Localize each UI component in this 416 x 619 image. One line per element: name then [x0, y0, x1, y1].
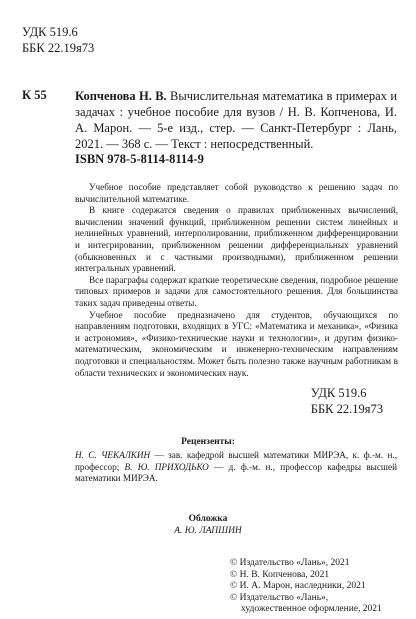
- bbk-code: ББК 22.19я73: [310, 402, 383, 416]
- cover-designer: А. Ю. ЛАПШИН: [174, 526, 242, 536]
- abstract: [75, 182, 398, 379]
- copyright-line: © Н. В. Копченова, 2021: [230, 569, 330, 580]
- udk-block-top: [22, 24, 94, 56]
- reviewer-credentials: — зав. кафедрой высшей математики МИРЭА, к. ф.-м. н., профессор;: [75, 450, 398, 472]
- abstract-paragraph: Учебное пособие представляет собой руководство к решению задач по вычислительной математике.: [75, 182, 398, 204]
- cover-title: Обложка: [188, 514, 228, 524]
- udk-block-bottom: [311, 385, 383, 417]
- bibliographic-record: [75, 88, 397, 152]
- udk-code: УДК 519.6: [22, 25, 78, 39]
- bbk-code: ББК 22.19я73: [22, 41, 95, 55]
- reviewers-text: [75, 450, 397, 485]
- catalog-code: К 55: [22, 88, 47, 102]
- copyright-line: © Издательство «Лань», 2021: [230, 558, 350, 568]
- abstract-paragraph: Учебное пособие предназначено для студентов, обучающихся по направлениям подготовки, входящих в УГС: «Математика и механика», «Физика и астрономия», «Физико-технические науки и технологии», и другим физико-математическим, экономическим и инженерно-техническим направлениям подготовки и специальностям. Может быть полезно также научным работникам в области технических и экономических наук.: [75, 309, 398, 378]
- copyright-line: © Издательство «Лань»,: [230, 592, 329, 603]
- abstract-paragraph: В книге содержатся сведения о правилах приближенных вычислений, вычислении значений функций, приближенном решении систем линейных и нелинейных уравнений, интерполировании, приближенном дифференцировании и интегрировании, приближенном решении дифференциальных уравнений (обыкновенных и с частными производными), приближенном решении интегральных уравнений.: [75, 205, 398, 274]
- copyright-block: [230, 558, 382, 616]
- catalog-description: Вычислительная математика в примерах и задачах : учебное пособие для вузов / Н. В. Копченова, И. А. Марон. — 5-е изд., стер. — Санкт-Петербург : Лань, 2021. — 368 с. — Текст : непосредственный.: [75, 89, 398, 151]
- reviewer-name: Н. С. ЧЕКАЛКИН: [75, 450, 151, 460]
- reviewers-title: Рецензенты:: [181, 437, 235, 447]
- isbn: ISBN 978-5-8114-8114-9: [75, 152, 204, 166]
- reviewer-credentials: — д. ф.-м. н., профессор кафедры высшей математики МИРЭА.: [75, 461, 397, 484]
- udk-code: УДК 519.6: [310, 386, 367, 400]
- reviewer-name: В. Ю. ПРИХОДЬКО: [124, 461, 209, 472]
- copyright-line: © И. А. Марон, наследники, 2021: [230, 581, 366, 592]
- abstract-paragraph: Все параграфы содержат краткие теоретические сведения, подробное решение типовых примеров и задачи для самостоятельного решения. Для большинства таких задач приведены ответы.: [75, 274, 398, 308]
- copyright-line: художественное оформление, 2021: [241, 604, 382, 615]
- catalog-author: Копченова Н. В.: [75, 89, 167, 103]
